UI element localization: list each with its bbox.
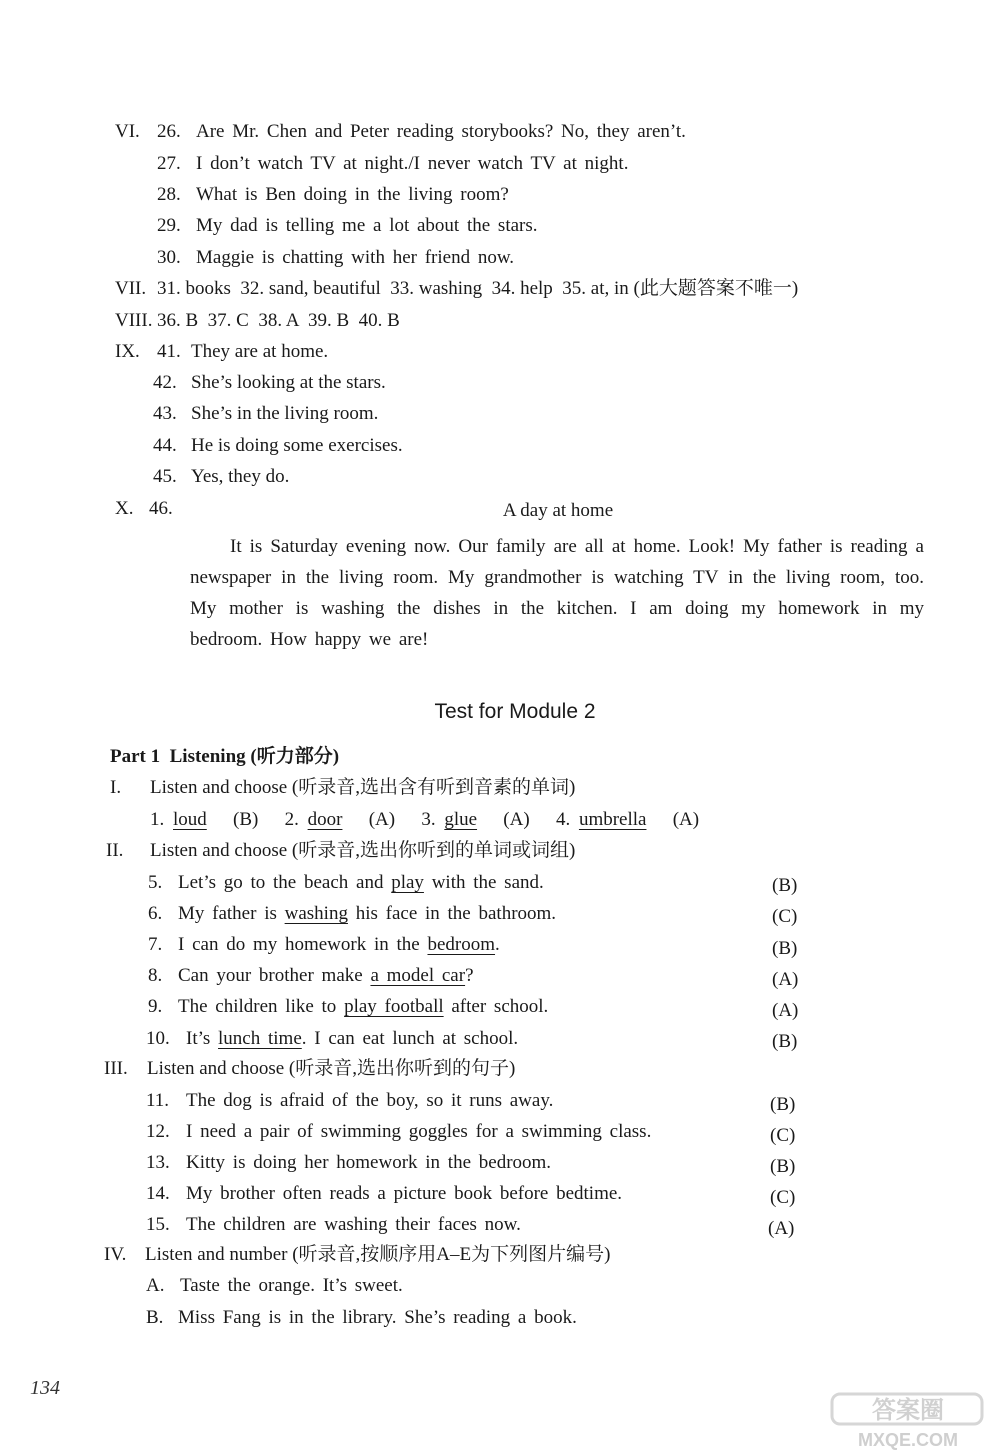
- item-number: 41.: [157, 341, 181, 362]
- item-number: 29.: [157, 215, 181, 236]
- item-number: 30.: [157, 247, 181, 268]
- section-numeral: X.: [115, 498, 134, 519]
- answer-letter: (C): [772, 906, 798, 927]
- instruction: Listen and choose (听录音,选出含有听到音素的单词): [150, 777, 576, 798]
- item-number: 26.: [157, 121, 181, 142]
- sentence: [178, 933, 500, 957]
- page-number: 134: [30, 1377, 60, 1399]
- item-number: 3.: [421, 809, 436, 830]
- answer-letter: (B): [770, 1156, 796, 1177]
- item-number: 44.: [153, 435, 177, 456]
- underlined-phrase: bedroom: [427, 934, 496, 955]
- answer-letter: (A): [772, 969, 799, 990]
- answer-letter: (B): [772, 1031, 798, 1052]
- answer-letter: (A): [768, 1218, 795, 1239]
- sentence-part: ?: [465, 965, 474, 986]
- answer-text: My dad is telling me a lot about the stars.: [196, 215, 538, 236]
- item-number: 15.: [146, 1214, 170, 1235]
- underlined-phrase: a model car: [370, 965, 466, 986]
- item-number: 46.: [149, 498, 173, 519]
- sentence: [178, 871, 544, 895]
- sentence: [178, 902, 556, 926]
- sentence-part: It’s: [186, 1028, 219, 1049]
- section-numeral: VIII.: [115, 310, 153, 331]
- section-numeral: II.: [106, 840, 124, 861]
- item-number: A.: [146, 1275, 165, 1296]
- answer-text: 36. B 37. C 38. A 39. B 40. B: [157, 310, 400, 331]
- answer-letter: (A): [368, 809, 396, 830]
- item-number: 12.: [146, 1121, 170, 1142]
- item-number: 8.: [148, 965, 163, 986]
- underlined-word: glue: [444, 809, 478, 830]
- svg-text:MXQE.COM: MXQE.COM: [857, 1430, 959, 1450]
- instruction: Listen and number (听录音,按顺序用A–E为下列图片编号): [145, 1244, 611, 1265]
- answer-letter: (B): [770, 1094, 796, 1115]
- section-numeral: VI.: [115, 121, 140, 142]
- item-number: 7.: [148, 934, 163, 955]
- item-number: 43.: [153, 403, 177, 424]
- item-number: 28.: [157, 184, 181, 205]
- underlined-word: loud: [173, 809, 207, 830]
- answer-letter: (A): [503, 809, 530, 830]
- sentence: [178, 964, 474, 988]
- part-heading: [110, 745, 339, 769]
- sentence-part: . I can eat lunch at school.: [301, 1028, 519, 1049]
- answer-text: Are Mr. Chen and Peter reading storybooks? No, they aren’t.: [196, 121, 686, 142]
- instruction: Listen and choose (听录音,选出你听到的单词或词组): [150, 840, 576, 861]
- item-number: 27.: [157, 153, 181, 174]
- watermark-icon: [830, 1392, 990, 1450]
- answer-text: I don’t watch TV at night./I never watch TV at night.: [196, 153, 629, 174]
- sentence: Miss Fang is in the library. She’s reading a book.: [178, 1307, 577, 1328]
- answer-letter: (B): [233, 809, 259, 830]
- answer-text: She’s looking at the stars.: [191, 372, 386, 393]
- item-number: 1.: [150, 809, 165, 830]
- underlined-phrase: play: [391, 872, 424, 893]
- answer-letter: (B): [772, 938, 798, 959]
- underlined-phrase: lunch time: [218, 1028, 302, 1049]
- section-numeral: IX.: [115, 341, 140, 362]
- sentence: The children are washing their faces now.: [186, 1214, 521, 1235]
- item-number: 10.: [146, 1028, 170, 1049]
- instruction: Listen and choose (听录音,选出你听到的句子): [147, 1058, 516, 1079]
- section-numeral: III.: [104, 1058, 128, 1079]
- sentence-part: Can your brother make: [178, 965, 371, 986]
- sentence: The dog is afraid of the boy, so it runs away.: [186, 1090, 554, 1111]
- sentence-part: My father is: [178, 903, 285, 924]
- item-number: 45.: [153, 466, 177, 487]
- sentence: I need a pair of swimming goggles for a swimming class.: [186, 1121, 652, 1142]
- part-label: Part 1: [110, 746, 161, 767]
- underlined-phrase: washing: [284, 903, 348, 924]
- sentence: [186, 1027, 518, 1051]
- sentence: My brother often reads a picture book before bedtime.: [186, 1183, 623, 1204]
- answer-text: Maggie is chatting with her friend now.: [196, 247, 515, 268]
- answer-letter: (B): [772, 875, 798, 896]
- sentence: [178, 995, 548, 1019]
- answer-text: 31. books 32. sand, beautiful 33. washing 34. help 35. at, in (此大题答案不唯一): [157, 278, 799, 299]
- essay-title: A day at home: [502, 500, 614, 521]
- underlined-phrase: play football: [344, 996, 444, 1017]
- test-title: Test for Module 2: [434, 700, 596, 723]
- underlined-word: umbrella: [578, 809, 647, 830]
- answer-text: He is doing some exercises.: [191, 435, 403, 456]
- sentence-part: The children like to: [178, 996, 345, 1017]
- sentence: Kitty is doing her homework in the bedroom.: [186, 1152, 552, 1173]
- sentence-part: his face in the bathroom.: [347, 903, 557, 924]
- essay-body: It is Saturday evening now. Our family are all at home. Look! My father is reading a newspaper in the living room. My grandmother is watching TV in the living room, too. My mother is washing the dishes in the kitchen. I am doing my homework in my bedroom. How happy we are!: [190, 536, 924, 650]
- sentence-part: Let’s go to the beach and: [178, 872, 392, 893]
- item-number: 42.: [153, 372, 177, 393]
- sentence-part: with the sand.: [423, 872, 544, 893]
- item-number: 4.: [555, 809, 571, 830]
- item-number: 5.: [148, 872, 163, 893]
- item-number: 9.: [148, 996, 163, 1017]
- answer-letter: (C): [770, 1187, 796, 1208]
- phoneme-answers: [150, 808, 699, 832]
- section-numeral: IV.: [104, 1244, 127, 1265]
- answer-letter: (A): [672, 809, 700, 830]
- answer-text: She’s in the living room.: [191, 403, 379, 424]
- answer-text: What is Ben doing in the living room?: [196, 184, 509, 205]
- answer-text: They are at home.: [191, 341, 329, 362]
- item-number: 2.: [284, 809, 299, 830]
- section-numeral: I.: [110, 777, 122, 798]
- item-number: 14.: [146, 1183, 170, 1204]
- section-numeral: VII.: [115, 278, 147, 299]
- answer-letter: (C): [770, 1125, 796, 1146]
- answer-text: Yes, they do.: [191, 466, 290, 487]
- watermark-logo: [830, 1392, 990, 1450]
- sentence-part: .: [495, 934, 500, 955]
- sentence: Taste the orange. It’s sweet.: [180, 1275, 403, 1296]
- svg-text:答案圈: 答案圈: [872, 1396, 944, 1424]
- answer-letter: (A): [772, 1000, 799, 1021]
- sentence-part: I can do my homework in the: [178, 934, 428, 955]
- item-number: 6.: [148, 903, 163, 924]
- item-number: 11.: [146, 1090, 170, 1111]
- item-number: 13.: [146, 1152, 170, 1173]
- item-number: B.: [146, 1307, 164, 1328]
- underlined-word: door: [307, 809, 343, 830]
- part-title: Listening (听力部分): [169, 746, 340, 767]
- sentence-part: after school.: [443, 996, 549, 1017]
